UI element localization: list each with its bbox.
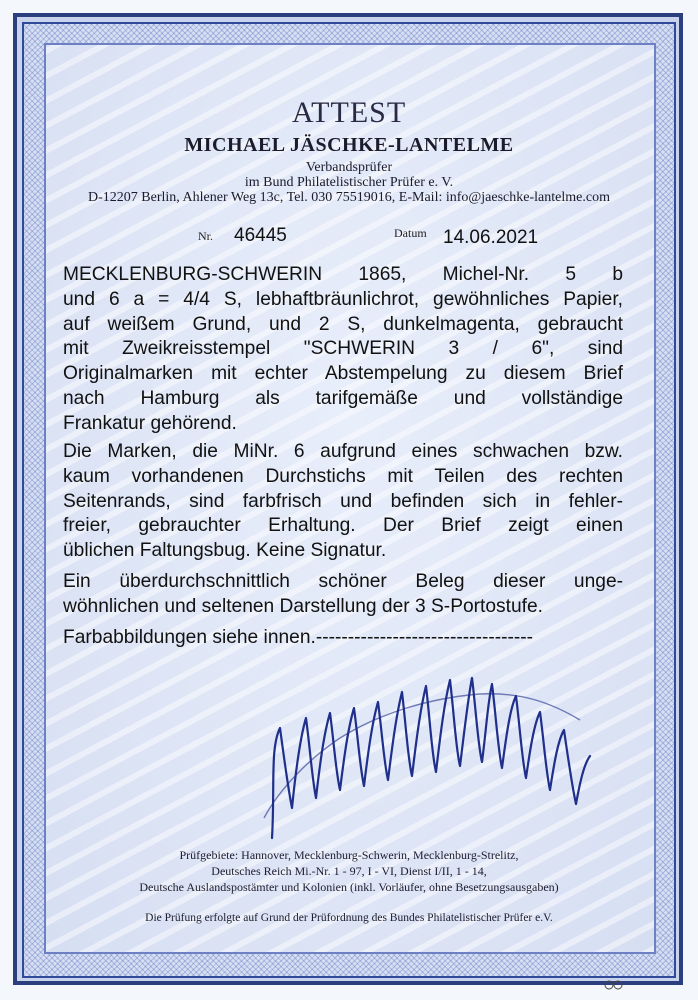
footer-scope-line-1: Prüfgebiete: Hannover, Mecklenburg-Schwerin, Mecklenburg-Strelitz, [179, 848, 519, 862]
certificate-date: 14.06.2021 [443, 227, 539, 248]
footer-scope-line-3: Deutsche Auslandspostämter und Kolonien (inkl. Vorläufer, ohne Besetzungsausgaben) [139, 880, 559, 894]
examiner-signature [250, 668, 610, 848]
footer-regulation-note: Die Prüfung erfolgte auf Grund der Prüfordnung des Bundes Philatelistischer Prüfer e.V. [145, 912, 553, 924]
text-line: üblichen Faltungsbug. Keine Signatur. [63, 540, 387, 562]
text-line: Seitenrands, sind farbfrisch und befinden sich in fehler- [63, 490, 623, 512]
text-line: Farbabbildungen siehe innen.---------------------------------- [63, 627, 534, 648]
text-line: nach Hamburg als tarifgemäße und vollständige [63, 387, 623, 409]
certificate-title: ATTEST [291, 96, 407, 129]
paragraph-condition [63, 440, 623, 564]
logo-mark [604, 980, 634, 992]
text-line: Frankatur gehörend. [63, 412, 237, 434]
paragraph-assessment [63, 570, 623, 620]
examiner-address: D-12207 Berlin, Ahlener Weg 13c, Tel. 030 75519016, E-Mail: info@jaeschke-lantelme.com [88, 190, 610, 205]
examiner-role: Verbandsprüfer [305, 160, 393, 175]
paragraph-images-note [63, 626, 623, 651]
text-line: auf weißem Grund, und 2 S, dunkelmagenta, gebraucht [63, 313, 623, 335]
text-line: mit Zweikreisstempel "SCHWERIN 3 / 6", sind [63, 338, 623, 360]
text-line: wöhnlichen und seltenen Darstellung der 3 S-Portostufe. [63, 595, 543, 617]
examiner-association: im Bund Philatelistischer Prüfer e. V. [244, 175, 454, 190]
certificate-number: 46445 [234, 225, 287, 246]
footer-scope-line-2: Deutsches Reich Mi.-Nr. 1 - 97, I - VI, Dienst I/II, 1 - 14, [211, 864, 487, 878]
text-line: Die Marken, die MiNr. 6 aufgrund eines schwachen bzw. [63, 441, 623, 462]
paragraph-description [63, 263, 623, 437]
examiner-name: MICHAEL JÄSCHKE-LANTELME [184, 134, 514, 156]
date-label: Datum [394, 226, 427, 240]
text-line: Ein überdurchschnittlich schöner Beleg dieser unge- [63, 571, 623, 592]
text-line: kaum vorhandenen Durchstichs mit Teilen des rechten [63, 465, 623, 487]
text-line: freier, gebrauchter Erhaltung. Der Brief zeigt einen [63, 515, 623, 537]
logo-icon [604, 980, 634, 990]
text-line: Originalmarken mit echter Abstempelung zu diesem Brief [63, 363, 623, 385]
text-line: und 6 a = 4/4 S, lebhaftbräunlichrot, gewöhnliches Papier, [63, 288, 623, 310]
text-line: MECKLENBURG-SCHWERIN 1865, Michel-Nr. 5 b [63, 264, 623, 285]
certificate-number-label: Nr. [198, 229, 213, 243]
